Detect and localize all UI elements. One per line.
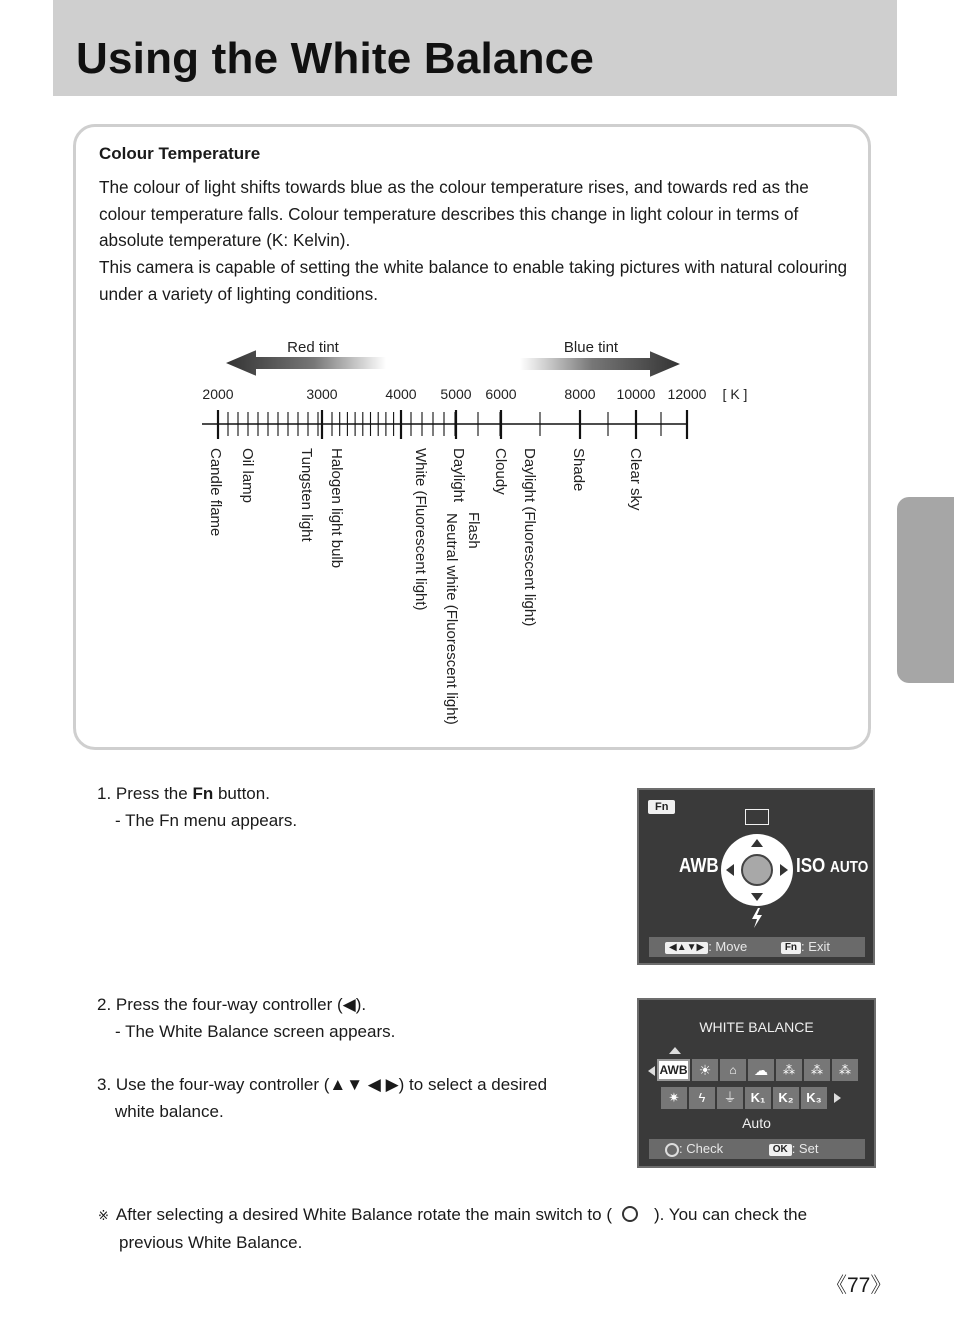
move-hint: : Move bbox=[708, 939, 748, 954]
fn-key-icon: Fn bbox=[781, 942, 801, 954]
footnote bbox=[98, 1201, 807, 1256]
wb-screen-title: WHITE BALANCE bbox=[699, 1019, 814, 1035]
light-source-label: Flash bbox=[465, 512, 482, 549]
main-switch-icon bbox=[665, 1143, 679, 1157]
set-hint: : Set bbox=[791, 1141, 819, 1156]
step-1-suffix: button. bbox=[213, 784, 270, 803]
note-line1-b: ). You can check the bbox=[653, 1205, 808, 1224]
wb-option-fluorescent-w-icon[interactable]: ⁂ bbox=[832, 1059, 858, 1081]
wb-option-fluorescent-n-icon[interactable]: ⁂ bbox=[804, 1059, 830, 1081]
fn-key-name: Fn bbox=[192, 784, 214, 803]
four-way-controller-icon bbox=[721, 834, 793, 906]
note-mark: ※ bbox=[98, 1208, 109, 1223]
auto-label: AUTO bbox=[830, 859, 869, 876]
light-source-label: Daylight bbox=[450, 448, 467, 503]
light-source-label: Candle flame bbox=[207, 448, 224, 537]
chapter-side-tab bbox=[897, 497, 954, 683]
step-2-text: 2. Press the four-way controller (◀). bbox=[97, 995, 367, 1014]
light-source-label: Oil lamp bbox=[239, 448, 256, 504]
scale-tick-label: 2000 bbox=[202, 386, 234, 402]
page-title: Using the White Balance bbox=[76, 34, 595, 83]
up-arrow-icon bbox=[669, 1047, 681, 1055]
four-way-key-icon: ◀▲▼▶ bbox=[665, 942, 708, 954]
rectangle-icon bbox=[745, 809, 769, 825]
light-source-label: Halogen light bulb bbox=[328, 448, 345, 569]
scale-tick-label: 12000 bbox=[667, 386, 707, 402]
light-source-label: Neutral white (Fluorescent light) bbox=[443, 513, 460, 725]
main-switch-icon bbox=[622, 1206, 638, 1222]
wb-option-k3[interactable]: K₃ bbox=[801, 1087, 827, 1109]
scale-tick-label: 10000 bbox=[616, 386, 656, 402]
step-2 bbox=[97, 992, 395, 1045]
fn-status-bar bbox=[649, 937, 865, 957]
scale-ruler bbox=[202, 410, 688, 439]
wb-option-tungsten-icon[interactable]: ✷ bbox=[661, 1087, 687, 1109]
wb-option-shade-icon[interactable]: ⌂ bbox=[720, 1059, 746, 1081]
step-3-line2: white balance. bbox=[115, 1101, 224, 1121]
light-source-label: Daylight (Fluorescent light) bbox=[521, 448, 538, 627]
red-tint-label: Red tint bbox=[287, 339, 339, 356]
ok-key-icon: OK bbox=[769, 1144, 792, 1156]
scale-tick-label: 4000 bbox=[385, 386, 417, 402]
fn-badge: Fn bbox=[648, 800, 675, 814]
page-number: 《77》 bbox=[826, 1274, 892, 1297]
wb-option-daylight-icon[interactable]: ☀ bbox=[692, 1059, 718, 1081]
wb-option-awb[interactable]: AWB bbox=[657, 1059, 690, 1081]
note-line2: previous White Balance. bbox=[119, 1233, 303, 1252]
step-2-sub: - The White Balance screen appears. bbox=[115, 1021, 396, 1041]
wb-option-cloudy-icon[interactable]: ☁ bbox=[748, 1059, 774, 1081]
right-arrow-icon bbox=[833, 1093, 841, 1103]
colour-temperature-scale bbox=[180, 330, 780, 750]
note-line1-a: After selecting a desired White Balance rotate the main switch to ( bbox=[115, 1205, 612, 1224]
light-source-label: Cloudy bbox=[492, 448, 509, 495]
scale-tick-label: 6000 bbox=[485, 386, 517, 402]
light-source-label: White (Fluorescent light) bbox=[412, 448, 429, 611]
wb-row-2 bbox=[661, 1087, 827, 1109]
wb-row-1 bbox=[657, 1059, 858, 1081]
scale-unit-label: [ K ] bbox=[722, 386, 748, 402]
scale-tick-label: 8000 bbox=[564, 386, 596, 402]
scale-tick-label: 3000 bbox=[306, 386, 338, 402]
awb-label: AWB bbox=[679, 855, 719, 877]
colour-temperature-text bbox=[99, 174, 859, 308]
direction-arrows-icon bbox=[721, 834, 793, 906]
wb-status-bar bbox=[649, 1139, 865, 1159]
iso-label: ISO bbox=[796, 855, 826, 877]
paragraph: The colour of light shifts towards blue as the colour temperature rises, and towards red as the colour temperature falls. Colour temperature describes this change in light colour in terms of absolute temperature (K: Kelvin). bbox=[99, 177, 809, 251]
step-1-prefix: 1. Press the bbox=[97, 784, 193, 803]
blue-tint-label: Blue tint bbox=[563, 339, 619, 356]
scale-tick-label: 5000 bbox=[440, 386, 472, 402]
white-balance-screen bbox=[637, 998, 876, 1168]
light-source-label: Tungsten light bbox=[298, 448, 315, 542]
wb-option-k1[interactable]: K₁ bbox=[745, 1087, 771, 1109]
light-source-label: Shade bbox=[570, 448, 587, 492]
fn-menu-screen bbox=[637, 788, 875, 965]
step-1-sub: - The Fn menu appears. bbox=[115, 810, 298, 830]
step-1 bbox=[97, 781, 297, 834]
iso-auto-label bbox=[796, 855, 868, 878]
light-source-label: Clear sky bbox=[627, 448, 644, 511]
colour-temperature-heading: Colour Temperature bbox=[99, 144, 261, 163]
step-3-line1: 3. Use the four-way controller (▲▼ ◀ ▶) to select a desired bbox=[97, 1075, 548, 1094]
wb-option-custom-icon[interactable]: ⏚ bbox=[717, 1087, 743, 1109]
paragraph: This camera is capable of setting the white balance to enable taking pictures with natural colouring under a variety of lighting conditions. bbox=[99, 257, 848, 304]
exit-hint: : Exit bbox=[801, 939, 830, 954]
wb-selected-name: Auto bbox=[742, 1115, 771, 1131]
step-3 bbox=[97, 1072, 547, 1125]
wb-option-fluorescent-d-icon[interactable]: ⁂ bbox=[776, 1059, 802, 1081]
left-arrow-icon bbox=[648, 1066, 656, 1076]
wb-option-k2[interactable]: K₂ bbox=[773, 1087, 799, 1109]
flash-icon bbox=[749, 908, 765, 928]
wb-option-flash-icon[interactable]: ϟ bbox=[689, 1087, 715, 1109]
check-hint: : Check bbox=[679, 1141, 724, 1156]
